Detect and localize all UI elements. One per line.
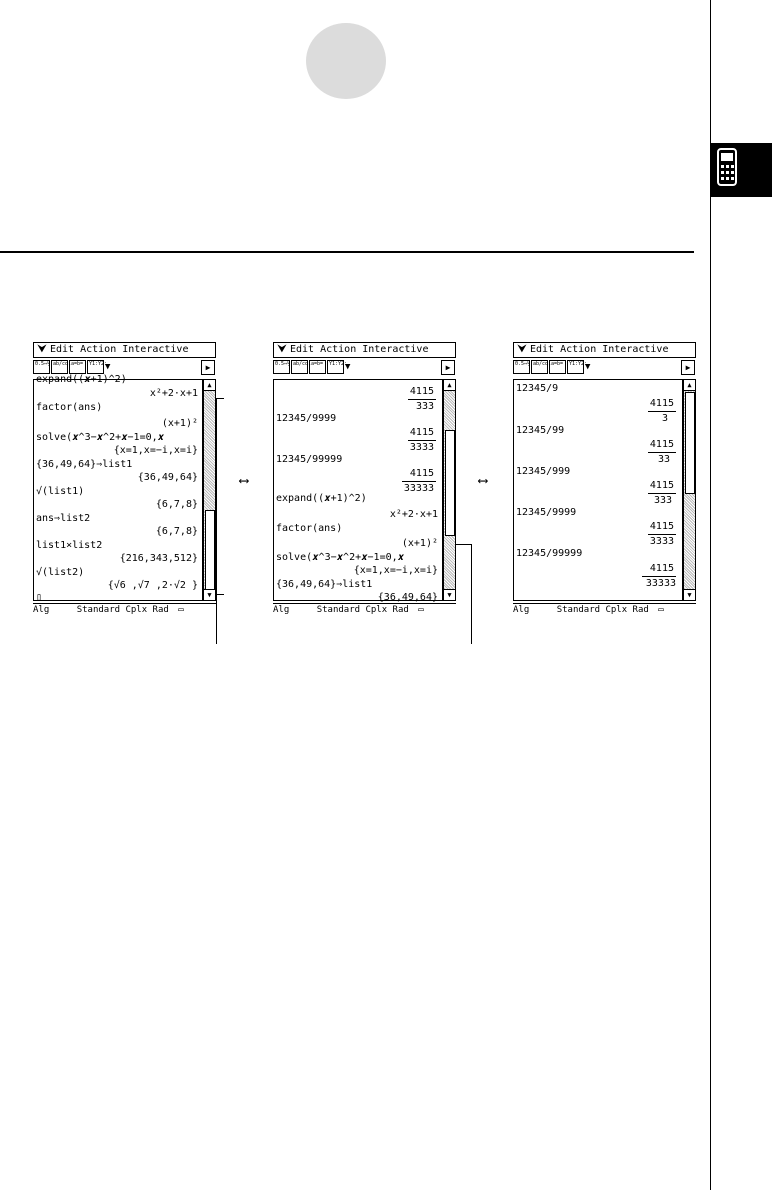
result-line: x²+2·x+1: [389, 509, 438, 520]
status-bar: [33, 603, 216, 616]
callout-line: [216, 398, 224, 399]
denominator: 33333: [645, 578, 676, 589]
menu-bar[interactable]: [273, 342, 456, 358]
scroll-down-icon[interactable]: ▼: [204, 589, 215, 600]
chapter-marker-circle: [306, 23, 386, 99]
toolbar-dropdown-icon[interactable]: ▼: [345, 362, 351, 372]
callout-line: [455, 544, 472, 545]
double-arrow-icon: ⟷: [239, 473, 249, 489]
scroll-up-icon[interactable]: ▲: [684, 380, 695, 391]
entry-line: ans⇒list2: [36, 513, 91, 524]
entry-line: expand((𝒙+1)^2): [276, 493, 367, 504]
denominator: 333: [415, 401, 434, 412]
result-line: {216,343,512}: [119, 553, 198, 564]
numerator: 4115: [409, 386, 434, 397]
status-mode: Alg: [513, 605, 530, 615]
fraction-result: [514, 479, 680, 507]
toolbar-dropdown-icon[interactable]: ▼: [585, 362, 591, 372]
calculator-screen-3: [513, 342, 696, 616]
denominator: 33333: [403, 483, 434, 494]
menu-bar[interactable]: [513, 342, 696, 358]
entry-line: √(list2): [36, 567, 85, 578]
menu-label[interactable]: Edit Action Interactive: [50, 344, 189, 355]
denominator: 3: [661, 413, 668, 424]
denominator: 333: [653, 495, 672, 506]
toolbar-key-equation[interactable]: a=b=: [69, 360, 86, 374]
fraction-result: [274, 467, 440, 495]
entry-line: solve(𝒙^3−𝒙^2+𝒙−1=0,𝒙: [276, 552, 405, 563]
entry-line: 12345/9999: [276, 413, 337, 424]
menu-label[interactable]: Edit Action Interactive: [530, 344, 669, 355]
entry-line: {36,49,64}⇒list1: [276, 579, 373, 590]
entry-line: 12345/99999: [276, 454, 343, 465]
calculator-screen-1: [33, 342, 216, 616]
toolbar-scroll-icon[interactable]: ▶: [441, 360, 455, 375]
numerator: 4115: [649, 439, 674, 450]
toolbar-key-function[interactable]: Y1:Y2:: [567, 360, 584, 374]
status-settings: Standard Cplx Rad: [556, 605, 649, 615]
scrollbar[interactable]: [203, 379, 216, 601]
fraction-result: [274, 385, 440, 413]
work-area[interactable]: [273, 379, 443, 601]
battery-icon: ▭: [178, 605, 184, 615]
result-line: {x=1,x=−i,x=i}: [353, 565, 438, 576]
double-arrow-icon: ⟷: [478, 473, 488, 489]
entry-line: {36,49,64}⇒list1: [36, 459, 133, 470]
toolbar-key-function[interactable]: Y1:Y2:: [87, 360, 104, 374]
toolbar-key-format[interactable]: ab/cd↓: [291, 360, 308, 374]
entry-line: expand((𝒙+1)^2): [36, 374, 127, 385]
entry-line: √(list1): [36, 486, 85, 497]
scroll-down-icon[interactable]: ▼: [444, 589, 455, 600]
scroll-down-icon[interactable]: ▼: [684, 589, 695, 600]
calculator-icon: [717, 148, 737, 186]
toolbar-key-format[interactable]: ab/cd↓: [531, 360, 548, 374]
result-line: {6,7,8}: [155, 499, 198, 510]
result-line: (x+1)²: [161, 418, 198, 429]
result-line: {36,49,64}: [377, 592, 438, 603]
fraction-result: [514, 562, 680, 590]
status-bar: [273, 603, 456, 616]
numerator: 4115: [649, 521, 674, 532]
result-line: {√6 ,√7 ,2·√2 }: [107, 580, 198, 591]
scroll-thumb[interactable]: [205, 510, 215, 590]
battery-icon: ▭: [418, 605, 424, 615]
denominator: 33: [657, 454, 670, 465]
numerator: 4115: [649, 398, 674, 409]
entry-line: 12345/999: [516, 466, 571, 477]
scroll-up-icon[interactable]: ▲: [204, 380, 215, 391]
toolbar-key-equation[interactable]: a=b=: [549, 360, 566, 374]
entry-line: 12345/99: [516, 425, 565, 436]
entry-line: factor(ans): [276, 523, 343, 534]
denominator: 3333: [649, 536, 674, 547]
result-line: {36,49,64}: [137, 472, 198, 483]
menu-bar[interactable]: [33, 342, 216, 358]
calculator-screen-2: [273, 342, 456, 616]
fraction-result: [274, 426, 440, 454]
scrollbar[interactable]: [683, 379, 696, 601]
toolbar-key-equation[interactable]: a=b=: [309, 360, 326, 374]
entry-line: 12345/9999: [516, 507, 577, 518]
work-area[interactable]: [33, 374, 203, 603]
fraction-result: [514, 438, 680, 466]
toolbar-dropdown-icon[interactable]: ▼: [105, 362, 111, 372]
status-settings: Standard Cplx Rad: [76, 605, 169, 615]
result-line: (x+1)²: [401, 538, 438, 549]
fraction-result: [514, 520, 680, 548]
result-line: {6,7,8}: [155, 526, 198, 537]
callout-line: [216, 594, 224, 595]
result-line: x²+2·x+1: [149, 388, 198, 399]
status-mode: Alg: [33, 605, 50, 615]
numerator: 4115: [409, 427, 434, 438]
toolbar-scroll-icon[interactable]: ▶: [201, 360, 215, 375]
toolbar-key-function[interactable]: Y1:Y2:: [327, 360, 344, 374]
numerator: 4115: [649, 563, 674, 574]
menu-label[interactable]: Edit Action Interactive: [290, 344, 429, 355]
scroll-thumb[interactable]: [685, 392, 695, 494]
scroll-thumb[interactable]: [445, 430, 455, 536]
callout-line: [216, 398, 217, 644]
battery-icon: ▭: [658, 605, 664, 615]
calculator-tab: [711, 143, 772, 197]
menu-chevron-icon[interactable]: ⮟: [517, 344, 527, 355]
scrollbar[interactable]: [443, 379, 456, 601]
status-bar: [513, 603, 696, 616]
toolbar-key-format[interactable]: ab/cd↓: [51, 360, 68, 374]
toolbar-scroll-icon[interactable]: ▶: [681, 360, 695, 375]
toolbar-key-fraction[interactable]: 0.5⇔½: [273, 360, 290, 374]
fraction-result: [514, 397, 680, 425]
scroll-up-icon[interactable]: ▲: [444, 380, 455, 391]
work-area[interactable]: [513, 379, 683, 601]
status-settings: Standard Cplx Rad: [316, 605, 409, 615]
entry-line: solve(𝒙^3−𝒙^2+𝒙−1=0,𝒙: [36, 432, 165, 443]
toolbar: [273, 360, 456, 376]
toolbar-key-fraction[interactable]: 0.5⇔½: [33, 360, 50, 374]
entry-line: 12345/99999: [516, 548, 583, 559]
entry-line: list1×list2: [36, 540, 103, 551]
numerator: 4115: [649, 480, 674, 491]
entry-line: 12345/9: [516, 383, 559, 394]
numerator: 4115: [409, 468, 434, 479]
entry-line: factor(ans): [36, 402, 103, 413]
result-line: {x=1,x=−i,x=i}: [113, 445, 198, 456]
section-divider: [0, 251, 694, 253]
toolbar: [513, 360, 696, 376]
callout-line: [471, 544, 472, 644]
toolbar-key-fraction[interactable]: 0.5⇔½: [513, 360, 530, 374]
cursor-line[interactable]: ▯: [36, 592, 43, 603]
denominator: 3333: [409, 442, 434, 453]
menu-chevron-icon[interactable]: ⮟: [37, 344, 47, 355]
status-mode: Alg: [273, 605, 290, 615]
menu-chevron-icon[interactable]: ⮟: [277, 344, 287, 355]
